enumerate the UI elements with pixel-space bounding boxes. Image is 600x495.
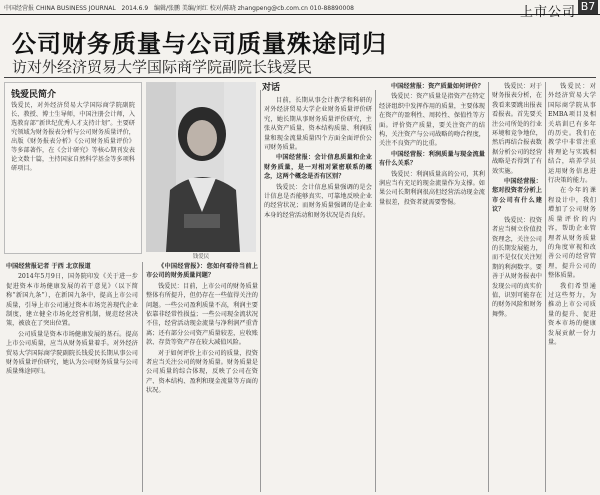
headline-divider bbox=[4, 77, 596, 78]
issue-date: 2014.6.9 bbox=[121, 5, 149, 12]
paper-name: 中国经营报 CHINA BUSINESS JOURNAL bbox=[4, 5, 116, 12]
paragraph: 我们希望通过这些努力，为推动上市公司质量的提升、促进资本市场的健康发展贡献一份力量。 bbox=[548, 282, 596, 346]
text-column-1 bbox=[6, 262, 138, 494]
paragraph: 钱爱民：对外经济贸易大学国际商学院从事EMBA项目及相关培训已有多年的历史。我们在教学中非常注重将理论与实践相结合，培养学员运用财务信息进行决策的能力。 bbox=[548, 83, 596, 185]
paragraph: 公司质量是资本市场健康发展的基石。提高上市公司质量，应当从财务质量着手。对外经济贸易大学国际商学院副院长钱爱民长期从事公司财务质量评价研究，她认为公司财务质量与公司质量殊途同归。 bbox=[6, 330, 138, 376]
portrait-photo bbox=[146, 82, 256, 252]
question: 中国经营报：资产质量如何评价？ bbox=[391, 83, 484, 90]
paragraph: 中国经营报记者 于西 北京报道 bbox=[6, 263, 91, 270]
column-divider bbox=[375, 90, 376, 492]
article-headline: 公司财务质量与公司质量殊途同归 bbox=[12, 30, 387, 58]
paragraph: 钱爱民：利润质量高的公司，其利润应当有充足的现金流量作为支撑。如果公司长期利润很高但经营活动现金流量很差，投资者就需要警惕。 bbox=[379, 170, 485, 206]
text-column-4 bbox=[379, 82, 485, 494]
question: 中国经营报：利润质量与现金流量有什么关系？ bbox=[379, 150, 485, 168]
bio-heading: 钱爱民简介 bbox=[11, 90, 57, 100]
bio-text: 钱爱民，对外经济贸易大学国际商学院副院长、教授、博士生导师，中国注册会计师，入选教育部“新世纪优秀人才支持计划”。主要研究领域为财务报表分析与公司财务质量评价，出版《财务报表分析》《公司财务质量评价》等多部著作，在《会计研究》等核心期刊发表论文数十篇，主持国家自然科学基金等多项科研项目。 bbox=[11, 102, 135, 172]
text-column-5 bbox=[492, 82, 542, 494]
question: 《中国经营报》：您如何看待当前上市公司的财务质量问题？ bbox=[146, 263, 258, 280]
question: 中国经营报：会计信息质量和企业财务质量，是一对相对紧密联系的概念，这两个概念是否有区别？ bbox=[264, 154, 372, 181]
paragraph: 2014年5月9日，国务院印发《关于进一步促进资本市场健康发展的若干意见》（以下简称“新国九条”），在新国九条中，提高上市公司质量，引导上市公司通过资本市场完善现代企业制度，建立健全市场化经营机制，规范经营决策，被放在了突出位置。 bbox=[6, 273, 138, 328]
paragraph: 钱爱民：会计信息质量强调的是会计信息是否能够真实、可靠地反映企业的经营状况；而财务质量强调的是企业本身的经营活动和财务状况是否良好。 bbox=[264, 183, 372, 219]
paragraph: 钱爱民：投资者应当树立价值投资理念，关注公司的长期发展能力，而不是仅仅关注短期的利润数字。要善于从财务报表中发现公司的真实价值，识别可能存在的财务风险和财务舞弊。 bbox=[492, 216, 542, 318]
masthead-info bbox=[4, 3, 354, 12]
paragraph: 目前，长期从事会计教学和科研的对外经济贸易大学企业财务质量评价研究，她长期从事财务质量评价研究，主张从资产质量、资本结构质量、利润质量和现金流量质量四个方面全面评价公司财务质量。 bbox=[264, 97, 372, 152]
dialogue-label: 对话 bbox=[262, 83, 281, 93]
editor-meta: 编辑/张鹏 美编/刘红 校对/陈晓 zhangpeng@cb.com.cn 010-88890008 bbox=[153, 5, 354, 12]
portrait-illustration bbox=[146, 82, 256, 252]
column-divider bbox=[545, 82, 546, 492]
paragraph: 钱爱民：资产质量是指资产在特定经济组织中发挥作用的质量，主要体现在资产的盈利性、周转性、保值性等方面。评价资产质量，要关注资产的结构，关注资产与公司战略的吻合程度，关注不良资产的比重。 bbox=[379, 93, 485, 148]
column-divider bbox=[488, 82, 489, 492]
paragraph: 在今年的课程设计中，我们增加了公司财务质量评价的内容，帮助企业管理者从财务质量的角度审视和改善公司的经营管理，提升公司的整体质量。 bbox=[548, 187, 596, 280]
column-divider bbox=[260, 90, 261, 492]
photo-caption: 钱爱民 bbox=[192, 254, 210, 260]
page-header bbox=[0, 0, 600, 15]
section-title: 上市公司 bbox=[519, 5, 576, 20]
paragraph: 钱爱民：目前，上市公司的财务质量整体有所提升，但仍存在一些值得关注的问题。一些公司盈利质量不高，利润主要依靠非经常性损益；一些公司现金流状况不佳，经营活动现金流量与净利润严重背离；还有部分公司资产质量较差，应收账款、存货等资产存在较大减值风险。 bbox=[146, 282, 258, 347]
column-divider bbox=[142, 262, 143, 492]
bio-box bbox=[4, 82, 142, 254]
article-subhead: 访对外经济贸易大学国际商学院副院长钱爱民 bbox=[12, 58, 313, 76]
page-number: B7 bbox=[578, 0, 598, 14]
question: 中国经营报：您对投资者分析上市公司有什么建议？ bbox=[492, 178, 542, 214]
text-column-3 bbox=[264, 96, 372, 494]
text-column-6 bbox=[548, 82, 596, 494]
paragraph: 对于如何评价上市公司的质量，投资者应当关注公司的财务质量。财务质量是公司质量的综合体现，反映了公司在资产、资本结构、盈利和现金流量等方面的状况。 bbox=[146, 349, 258, 395]
text-column-2 bbox=[146, 262, 258, 494]
paragraph: 钱爱民：对于财务报表分析，在我看来要跳出报表看报表。首先要关注公司所处的行业环境和竞争地位，然后再结合报表数据分析公司的经营战略是否得到了有效实施。 bbox=[492, 83, 542, 175]
